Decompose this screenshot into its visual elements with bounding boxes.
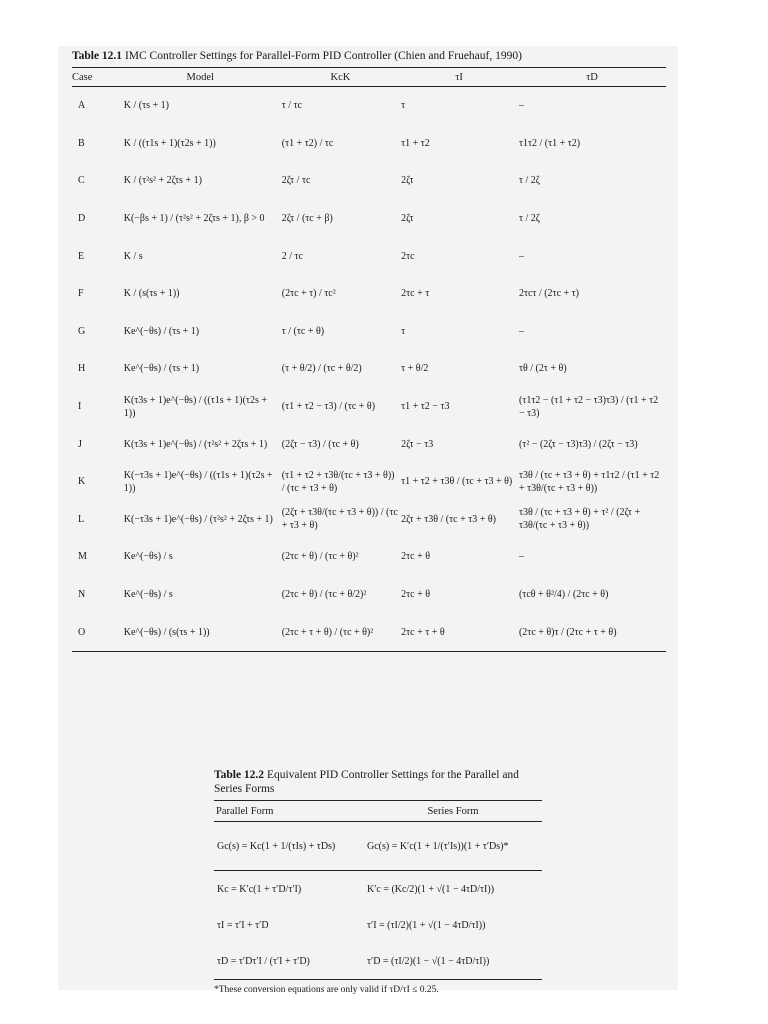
cell-kck: (τ1 + τ2) / τc — [281, 137, 334, 149]
series-form-equation: Gc(s) = K′c(1 + 1/(τ′Is))(1 + τ′Ds)* — [364, 822, 542, 871]
cell-tau-d: 2τcτ / (2τc + τ) — [518, 288, 579, 300]
parallel-form-equation: Gc(s) = Kc(1 + 1/(τIs) + τDs) — [214, 822, 364, 871]
cell-tau-i: 2τc + θ — [401, 551, 431, 563]
series-conversion-equation: τ′D = (τI/2)(1 − √(1 − 4τD/τI)) — [366, 955, 490, 967]
table-row — [72, 388, 666, 426]
cell-case: M — [78, 551, 87, 563]
cell-model: Ke^(−θs) / (τs + 1) — [123, 325, 200, 337]
cell-case: I — [78, 401, 82, 413]
cell-model: K / s — [123, 250, 143, 262]
cell-model: K(−τ3s + 1)e^(−θs) / ((τ1s + 1)(τ2s + 1)) — [123, 469, 273, 494]
conversion-row — [214, 943, 542, 980]
table-12-1-header-row — [72, 68, 666, 87]
table-12-2 — [214, 768, 542, 995]
cell-tau-d: (τ1τ2 − (τ1 + τ2 − τ3)τ3) / (τ1 + τ2 − τ3) — [518, 394, 659, 419]
cell-case: K — [78, 476, 86, 488]
cell-case: O — [78, 626, 86, 638]
cell-kck: (2τc + θ) / (τc + θ)² — [281, 551, 359, 563]
header-kck: KcK — [281, 68, 400, 87]
parallel-conversion-equation: τI = τ′I + τ′D — [217, 919, 269, 931]
cell-kck: (2ζτ − τ3) / (τc + θ) — [281, 438, 359, 450]
cell-kck: 2 / τc — [281, 250, 303, 262]
header-tau-i: τI — [400, 68, 518, 87]
cell-kck: τ / τc — [281, 100, 302, 112]
cell-model: K / (τs + 1) — [123, 100, 169, 112]
table-row — [72, 275, 666, 313]
table-row — [72, 576, 666, 614]
cell-tau-i: 2τc + τ + θ — [401, 626, 445, 638]
controller-form-row — [214, 822, 542, 871]
cell-tau-d: τ3θ / (τc + τ3 + θ) + τ1τ2 / (τ1 + τ2 + τ3θ/(τc + τ3 + θ)) — [518, 469, 660, 494]
cell-tau-d: – — [518, 100, 524, 112]
table-row — [72, 425, 666, 463]
cell-kck: 2ζτ / (τc + β) — [281, 213, 333, 225]
cell-case: D — [78, 213, 86, 225]
header-case: Case — [72, 68, 120, 87]
cell-tau-i: 2τc + τ — [401, 288, 430, 300]
cell-model: Ke^(−θs) / s — [123, 551, 173, 563]
header-series-form: Series Form — [364, 801, 542, 822]
cell-tau-d: τθ / (2τ + θ) — [518, 363, 567, 375]
cell-model: Ke^(−θs) / s — [123, 589, 173, 601]
table-12-1-title — [72, 50, 666, 62]
table-12-2-body — [214, 822, 542, 980]
table-row — [72, 501, 666, 539]
table-12-1-body — [72, 87, 666, 652]
cell-model: K(τ3s + 1)e^(−θs) / ((τ1s + 1)(τ2s + 1)) — [123, 394, 267, 419]
table-12-2-label: Table 12.2 — [214, 769, 265, 781]
cell-model: K / (τ²s² + 2ζτs + 1) — [123, 175, 202, 187]
cell-case: E — [78, 250, 85, 262]
cell-tau-d: – — [518, 325, 524, 337]
cell-tau-d: τ / 2ζ — [518, 175, 540, 187]
cell-model: K / (s(τs + 1)) — [123, 288, 180, 300]
cell-kck: (τ1 + τ2 − τ3) / (τc + θ) — [281, 401, 376, 413]
parallel-conversion-equation: Kc = K′c(1 + τ′D/τ′I) — [217, 883, 302, 895]
table-12-2-footnote: *These conversion equations are only valid if τD/τI ≤ 0.25. — [214, 985, 439, 995]
cell-kck: (2τc + τ + θ) / (τc + θ)² — [281, 626, 374, 638]
table-row — [72, 538, 666, 576]
table-12-2-header-row — [214, 801, 542, 822]
cell-case: G — [78, 325, 86, 337]
cell-kck: (2τc + τ) / τc² — [281, 288, 336, 300]
cell-tau-d: (τcθ + θ²/4) / (2τc + θ) — [518, 589, 609, 601]
table-row — [72, 613, 666, 651]
cell-model: Ke^(−θs) / (τs + 1) — [123, 363, 200, 375]
table-row — [72, 87, 666, 125]
table-row — [72, 125, 666, 163]
cell-model: K(−τ3s + 1)e^(−θs) / (τ²s² + 2ζτs + 1) — [123, 513, 273, 525]
cell-tau-i: τ1 + τ2 — [401, 137, 430, 149]
cell-kck: (2τc + θ) / (τc + θ/2)² — [281, 589, 367, 601]
cell-tau-d: – — [518, 250, 524, 262]
series-conversion-equation: τ′I = (τI/2)(1 + √(1 − 4τD/τI)) — [366, 919, 486, 931]
table-row — [72, 313, 666, 351]
table-12-1-label: Table 12.1 — [72, 50, 123, 62]
header-model: Model — [120, 68, 281, 87]
cell-tau-i: 2τc + θ — [401, 589, 431, 601]
cell-tau-i: τ1 + τ2 − τ3 — [401, 401, 450, 413]
table-12-1-grid — [72, 67, 666, 652]
cell-case: H — [78, 363, 86, 375]
cell-model: K(τ3s + 1)e^(−θs) / (τ²s² + 2ζτs + 1) — [123, 438, 268, 450]
conversion-row — [214, 871, 542, 908]
cell-model: K / ((τ1s + 1)(τ2s + 1)) — [123, 137, 216, 149]
cell-kck: (τ1 + τ2 + τ3θ/(τc + τ3 + θ)) / (τc + τ3 + θ) — [281, 469, 395, 494]
table-12-2-title — [214, 768, 542, 796]
cell-kck: τ / (τc + θ) — [281, 325, 325, 337]
header-parallel-form: Parallel Form — [214, 801, 364, 822]
cell-tau-i: τ + θ/2 — [401, 363, 429, 375]
cell-tau-d: (2τc + θ)τ / (2τc + τ + θ) — [518, 626, 617, 638]
cell-tau-i: 2ζτ − τ3 — [401, 438, 434, 450]
cell-case: F — [78, 288, 84, 300]
parallel-conversion-equation: τD = τ′Dτ′I / (τ′I + τ′D) — [217, 955, 310, 967]
cell-case: A — [78, 100, 86, 112]
cell-tau-i: 2ζτ + τ3θ / (τc + τ3 + θ) — [401, 513, 496, 525]
cell-tau-i: τ — [401, 325, 406, 337]
cell-tau-d: τ1τ2 / (τ1 + τ2) — [518, 137, 581, 149]
cell-tau-d: (τ² − (2ζτ − τ3)τ3) / (2ζτ − τ3) — [518, 438, 638, 450]
cell-tau-i: τ — [401, 100, 406, 112]
cell-case: B — [78, 137, 85, 149]
table-12-1-caption: IMC Controller Settings for Parallel-Form PID Controller (Chien and Fruehauf, 1990) — [122, 50, 522, 62]
table-row — [72, 463, 666, 501]
cell-kck: 2ζτ / τc — [281, 175, 311, 187]
cell-model: Ke^(−θs) / (s(τs + 1)) — [123, 626, 210, 638]
table-row — [72, 350, 666, 388]
cell-case: J — [78, 438, 82, 450]
cell-case: C — [78, 175, 85, 187]
cell-tau-d: τ / 2ζ — [518, 213, 540, 225]
header-tau-d: τD — [518, 68, 666, 87]
table-12-2-grid — [214, 800, 542, 980]
table-12-1 — [72, 50, 666, 652]
table-row — [72, 237, 666, 275]
conversion-row — [214, 907, 542, 943]
series-conversion-equation: K′c = (Kc/2)(1 + √(1 − 4τD/τI)) — [366, 883, 495, 895]
cell-model: K(−βs + 1) / (τ²s² + 2ζτs + 1), β > 0 — [123, 213, 265, 225]
table-row — [72, 200, 666, 238]
cell-case: L — [78, 513, 85, 525]
cell-case: N — [78, 589, 86, 601]
cell-kck: (2ζτ + τ3θ/(τc + τ3 + θ)) / (τc + τ3 + θ) — [281, 507, 398, 532]
cell-tau-i: τ1 + τ2 + τ3θ / (τc + τ3 + θ) — [401, 476, 513, 488]
table-row — [72, 162, 666, 200]
cell-tau-d: τ3θ / (τc + τ3 + θ) + τ² / (2ζτ + τ3θ/(τc + τ3 + θ)) — [518, 507, 641, 532]
cell-tau-i: 2τc — [401, 250, 415, 262]
cell-tau-i: 2ζτ — [401, 213, 414, 225]
table-12-2-caption: Equivalent PID Controller Settings for the Parallel and Series Forms — [214, 769, 519, 795]
cell-tau-i: 2ζτ — [401, 175, 414, 187]
cell-kck: (τ + θ/2) / (τc + θ/2) — [281, 363, 362, 375]
cell-tau-d: – — [518, 551, 524, 563]
